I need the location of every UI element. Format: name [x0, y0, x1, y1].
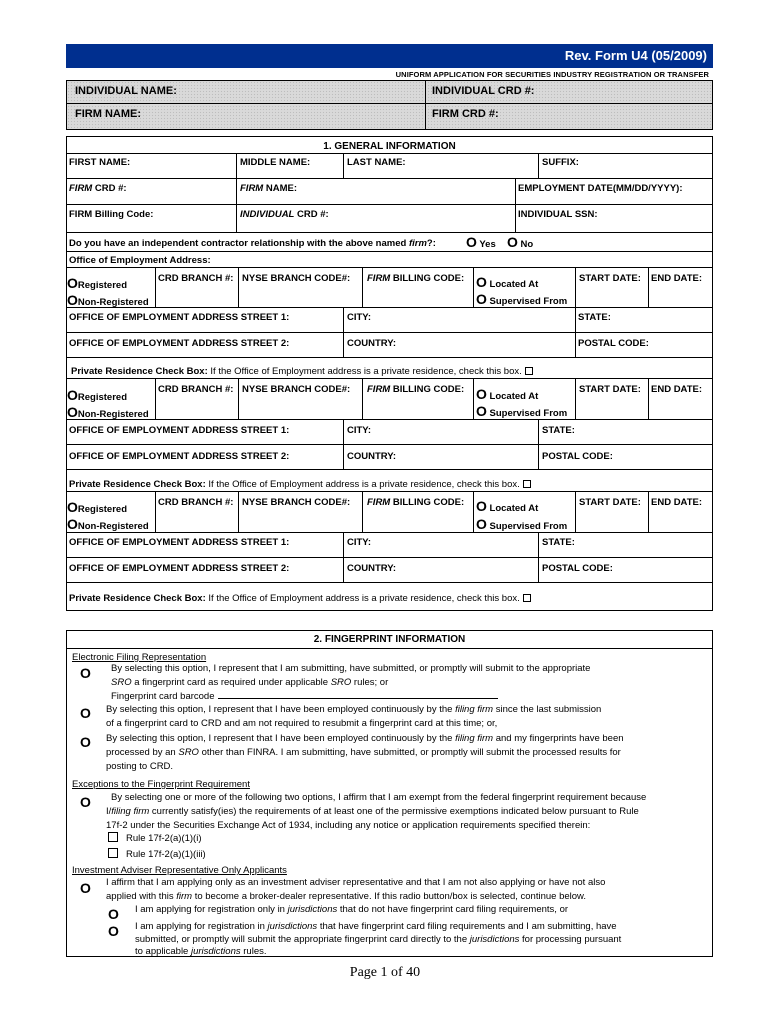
registered-option-1[interactable]: ORegistered — [67, 275, 127, 291]
form-subtitle: UNIFORM APPLICATION FOR SECURITIES INDUSTRY REGISTRATION OR TRANSFER — [395, 70, 709, 79]
country-label-1: COUNTRY: — [347, 338, 397, 349]
barcode-field[interactable]: Fingerprint card barcode — [111, 690, 498, 703]
individual-ssn-label: INDIVIDUAL SSN: — [518, 209, 598, 220]
iar-line-1: I affirm that I am applying only as an investment adviser representative and that I am not also applying or have not also — [106, 877, 606, 888]
located-at-option-1[interactable]: O Located At — [476, 274, 539, 290]
first-name-label: FIRST NAME: — [69, 157, 131, 168]
non-registered-option-3[interactable]: ONon-Registered — [67, 516, 149, 532]
efr-option-3-line-1: By selecting this option, I represent that I have been employed continuously by the filing firm and my fingerprints have been — [106, 733, 624, 744]
country-label-2: COUNTRY: — [347, 451, 397, 462]
city-label-2: CITY: — [347, 425, 372, 436]
country-label-3: COUNTRY: — [347, 563, 397, 574]
private-residence-checkbox-2[interactable] — [523, 480, 531, 488]
exceptions-heading: Exceptions to the Fingerprint Requirement — [72, 779, 250, 790]
supervised-from-radio-2[interactable]: O — [476, 403, 487, 419]
private-residence-row-1: Private Residence Check Box: If the Office of Employment address is a private residence, check this box. — [71, 366, 533, 377]
registered-radio-3[interactable]: O — [67, 499, 78, 515]
street1-label-1: OFFICE OF EMPLOYMENT ADDRESS STREET 1: — [69, 312, 290, 323]
efr-option-2-line-2: of a fingerprint card to CRD and am not required to resubmit a fingerprint card at this time; or, — [106, 718, 498, 729]
iar-sub-option-2-radio[interactable]: O — [108, 923, 119, 939]
suffix-label: SUFFIX: — [542, 157, 579, 168]
individual-name-label: INDIVIDUAL NAME: — [75, 85, 177, 97]
nyse-branch-label-3: NYSE BRANCH CODE#: — [242, 497, 351, 508]
firm-billing-code-label: FIRM Billing Code: — [69, 209, 154, 220]
start-date-label-3: START DATE: — [579, 497, 641, 508]
rule-17f2-a1iii-option[interactable]: Rule 17f-2(a)(1)(iii) — [108, 848, 206, 861]
form-title-bar — [66, 44, 713, 68]
located-at-radio-3[interactable]: O — [476, 498, 487, 514]
rule-17f2-a1iii-checkbox[interactable] — [108, 848, 118, 858]
crd-branch-label-1: CRD BRANCH #: — [158, 273, 234, 284]
start-date-label-1: START DATE: — [579, 273, 641, 284]
non-registered-option-2[interactable]: ONon-Registered — [67, 404, 149, 420]
firm-crd-field-label: FIRM CRD #: — [69, 183, 127, 194]
private-residence-checkbox-3[interactable] — [523, 594, 531, 602]
applicant-header-box — [66, 80, 713, 130]
end-date-label-1: END DATE: — [651, 273, 703, 284]
non-registered-radio-2[interactable]: O — [67, 404, 78, 420]
registered-radio-1[interactable]: O — [67, 275, 78, 291]
rule-17f2-a1i-option[interactable]: Rule 17f-2(a)(1)(i) — [108, 832, 202, 845]
street1-label-2: OFFICE OF EMPLOYMENT ADDRESS STREET 1: — [69, 425, 290, 436]
efr-option-3-line-3: posting to CRD. — [106, 761, 174, 772]
form-title: Rev. Form U4 (05/2009) — [564, 48, 707, 63]
office-of-employment-label: Office of Employment Address: — [69, 255, 211, 266]
exceptions-line-1: By selecting one or more of the following two options, I affirm that I am exempt from the federal fingerprint requirement because — [111, 792, 647, 803]
state-label-1: STATE: — [578, 312, 611, 323]
street1-label-3: OFFICE OF EMPLOYMENT ADDRESS STREET 1: — [69, 537, 290, 548]
individual-crd-label: INDIVIDUAL CRD #: — [432, 85, 535, 97]
ic-no-option[interactable]: O No — [507, 234, 534, 250]
iar-heading: Investment Adviser Representative Only Applicants — [72, 865, 287, 876]
supervised-from-option-2[interactable]: O Supervised From — [476, 403, 568, 419]
efr-option-2-radio[interactable]: O — [80, 705, 91, 721]
electronic-filing-heading: Electronic Filing Representation — [72, 652, 207, 663]
registered-option-3[interactable]: ORegistered — [67, 499, 127, 515]
private-residence-row-2: Private Residence Check Box: If the Office of Employment address is a private residence, check this box. — [69, 479, 531, 490]
street2-label-2: OFFICE OF EMPLOYMENT ADDRESS STREET 2: — [69, 451, 290, 462]
efr-option-1-line-1: By selecting this option, I represent that I am submitting, have submitted, or promptly will submit to the appropriate — [111, 663, 591, 674]
postal-code-label-3: POSTAL CODE: — [542, 563, 613, 574]
last-name-label: LAST NAME: — [347, 157, 406, 168]
efr-option-1-radio[interactable]: O — [80, 665, 91, 681]
crd-branch-label-2: CRD BRANCH #: — [158, 384, 234, 395]
general-information-title: 1. GENERAL INFORMATION — [323, 141, 456, 152]
page-number: Page 1 of 40 — [349, 965, 421, 980]
individual-crd-field-label: INDIVIDUAL CRD #: — [240, 209, 329, 220]
supervised-from-radio-1[interactable]: O — [476, 291, 487, 307]
iar-line-2: applied with this firm to become a broker-dealer representative. If this radio button/box is selected, continue below. — [106, 891, 587, 902]
fingerprint-information-title: 2. FINGERPRINT INFORMATION — [313, 634, 466, 645]
nyse-branch-label-1: NYSE BRANCH CODE#: — [242, 273, 351, 284]
ic-yes-option[interactable]: O Yes — [466, 234, 496, 250]
non-registered-option-1[interactable]: ONon-Registered — [67, 292, 149, 308]
non-registered-radio-3[interactable]: O — [67, 516, 78, 532]
rule-17f2-a1i-checkbox[interactable] — [108, 832, 118, 842]
billing-code-label-1: FIRM BILLING CODE: — [367, 273, 465, 284]
city-label-1: CITY: — [347, 312, 372, 323]
supervised-from-option-1[interactable]: O Supervised From — [476, 291, 568, 307]
efr-option-3-radio[interactable]: O — [80, 734, 91, 750]
iar-radio[interactable]: O — [80, 880, 91, 896]
firm-name-label: FIRM NAME: — [75, 108, 141, 120]
iar-sub-option-1-text: I am applying for registration only in jurisdictions that do not have fingerprint card filing requirements, or — [135, 904, 569, 915]
street2-label-3: OFFICE OF EMPLOYMENT ADDRESS STREET 2: — [69, 563, 290, 574]
exceptions-line-3: 17f-2 under the Securities Exchange Act of 1934, including any notice or application requirements specified therein: — [106, 820, 591, 831]
nyse-branch-label-2: NYSE BRANCH CODE#: — [242, 384, 351, 395]
firm-crd-label: FIRM CRD #: — [432, 108, 499, 120]
middle-name-label: MIDDLE NAME: — [240, 157, 311, 168]
independent-contractor-question: Do you have an independent contractor relationship with the above named firm?: — [69, 238, 436, 249]
billing-code-label-2: FIRM BILLING CODE: — [367, 384, 465, 395]
yes-radio[interactable]: O — [466, 234, 477, 250]
iar-sub-option-2-line-3: to applicable jurisdictions rules. — [135, 946, 267, 957]
postal-code-label-1: POSTAL CODE: — [578, 338, 649, 349]
iar-sub-option-2-line-2: submitted, or promptly will submit the appropriate fingerprint card directly to the jurisdictions for processing pursuant — [135, 934, 622, 945]
billing-code-label-3: FIRM BILLING CODE: — [367, 497, 465, 508]
state-label-3: STATE: — [542, 537, 575, 548]
efr-option-3-line-2: processed by an SRO other than FINRA. I am submitting, have submitted, or promptly will submit the processed results for — [106, 747, 621, 758]
firm-name-field-label: FIRM NAME: — [240, 183, 297, 194]
street2-label-1: OFFICE OF EMPLOYMENT ADDRESS STREET 2: — [69, 338, 290, 349]
located-at-option-3[interactable]: O Located At — [476, 498, 539, 514]
state-label-2: STATE: — [542, 425, 575, 436]
non-registered-radio-1[interactable]: O — [67, 292, 78, 308]
supervised-from-option-3[interactable]: O Supervised From — [476, 516, 568, 532]
registered-option-2[interactable]: ORegistered — [67, 387, 127, 403]
exceptions-radio[interactable]: O — [80, 794, 91, 810]
no-radio[interactable]: O — [507, 234, 518, 250]
postal-code-label-2: POSTAL CODE: — [542, 451, 613, 462]
employment-date-label: EMPLOYMENT DATE(MM/DD/YYYY): — [518, 183, 683, 194]
iar-sub-option-2-line-1: I am applying for registration in jurisdictions that have fingerprint card filing requirements and I am submitting, have — [135, 921, 617, 932]
start-date-label-2: START DATE: — [579, 384, 641, 395]
located-at-radio-1[interactable]: O — [476, 274, 487, 290]
located-at-option-2[interactable]: O Located At — [476, 386, 539, 402]
exceptions-line-2: I/filing firm currently satisfy(ies) the requirements of at least one of the permissive exemptions indicated below pursuant to Rule — [106, 806, 639, 817]
efr-option-2-line-1: By selecting this option, I represent that I have been employed continuously by the filing firm since the last submission — [106, 704, 602, 715]
crd-branch-label-3: CRD BRANCH #: — [158, 497, 234, 508]
located-at-radio-2[interactable]: O — [476, 386, 487, 402]
end-date-label-3: END DATE: — [651, 497, 703, 508]
registered-radio-2[interactable]: O — [67, 387, 78, 403]
supervised-from-radio-3[interactable]: O — [476, 516, 487, 532]
efr-option-1-line-2: SRO a fingerprint card as required under applicable SRO rules; or — [111, 677, 389, 688]
private-residence-row-3: Private Residence Check Box: If the Office of Employment address is a private residence, check this box. — [69, 593, 531, 604]
private-residence-checkbox-1[interactable] — [525, 367, 533, 375]
iar-sub-option-1-radio[interactable]: O — [108, 906, 119, 922]
end-date-label-2: END DATE: — [651, 384, 703, 395]
city-label-3: CITY: — [347, 537, 372, 548]
